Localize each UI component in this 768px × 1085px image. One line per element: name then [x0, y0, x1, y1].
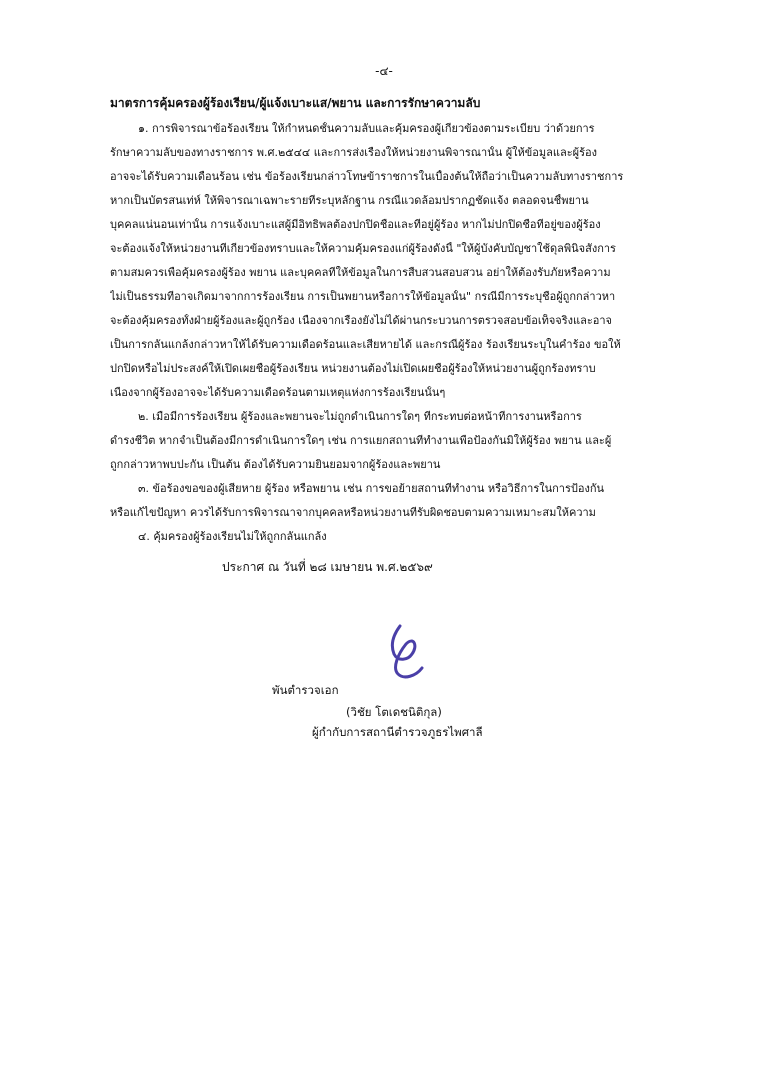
body-line: หรือแก้ไขปัญหา ควรได้รับการพิจารณาจากบุคคลหรือหน่วยงานที่รับผิดชอบตามความเหมาะสมให้ความ — [110, 506, 596, 519]
body-line: เป็นการกลั่นแกล้งกล่าวหาให้ได้รับความเดือดร้อนและเสียหายได้ และกรณีผู้ร้อง ร้องเรียนระบุในคำร้อง ขอให้ — [110, 338, 621, 351]
body-line: รักษาความลับของทางราชการ พ.ศ.๒๕๔๔ และการส่งเรื่องให้หน่วยงานพิจารณานั้น ผู้ให้ข้อมูลและผู้ร้อง — [110, 146, 597, 159]
announcement-date: ประกาศ ณ วันที่ ๒๘ เมษายน พ.ศ.๒๕๖๙ — [222, 560, 433, 574]
body-line: ไม่เป็นธรรมที่อาจเกิดมาจากการร้องเรียน การเป็นพยานหรือการให้ข้อมูลนั้น" กรณีมีการระบุชื่อผู้ถูกกล่าวหา — [110, 290, 616, 303]
signer-position: ผู้กำกับการสถานีตำรวจภูธรไพศาลี — [312, 725, 483, 739]
body-line: จะต้องคุ้มครองทั้งฝ่ายผู้ร้องและผู้ถูกร้อง เนื่องจากเรื่องยังไม่ได้ผ่านกระบวนการตรวจสอบข้อเท็จจริงและอาจ — [110, 314, 612, 327]
body-line: บุคคลแน่นอนเท่านั้น การแจ้งเบาะแสผู้มีอิทธิพลต้องปกปิดชื่อและที่อยู่ผู้ร้อง หากไม่ปกปิดชื่อที่อยู่ของผู้ร้อง — [110, 218, 601, 231]
handwritten-signature — [386, 624, 426, 682]
body-line: ดำรงชีวิต หากจำเป็นต้องมีการดำเนินการใดๆ เช่น การแยกสถานที่ทำงานเพื่อป้องกันมิให้ผู้ร้อง พยาน และผู้ — [110, 434, 612, 447]
body-line: ๓. ข้อร้องขอของผู้เสียหาย ผู้ร้อง หรือพยาน เช่น การขอย้ายสถานที่ทำงาน หรือวิธีการในการป้องกัน — [138, 482, 605, 495]
body-line: อาจจะได้รับความเดือนร้อน เช่น ข้อร้องเรียนกล่าวโทษข้าราชการในเบื้องต้นให้ถือว่าเป็นความลับทางราชการ — [110, 170, 624, 183]
body-line: หากเป็นบัตรสนเท่ห์ ให้พิจารณาเฉพาะรายที่ระบุหลักฐาน กรณีแวดล้อมปรากฏชัดแจ้ง ตลอดจนชี้พยาน — [110, 194, 589, 207]
signer-name: (วิชัย โตเดชนิติกุล) — [346, 705, 442, 719]
body-line: ๔. คุ้มครองผู้ร้องเรียนไม่ให้ถูกกลั่นแกล้ง — [138, 530, 327, 543]
signer-rank: พันตำรวจเอก — [272, 683, 339, 697]
body-line: ๒. เมื่อมีการร้องเรียน ผู้ร้องและพยานจะไม่ถูกดำเนินการใดๆ ที่กระทบต่อหน้าที่การงานหรือการ — [138, 410, 582, 423]
body-line: ปกปิดหรือไม่ประสงค์ให้เปิดเผยชื่อผู้ร้องเรียน หน่วยงานต้องไม่เปิดเผยชื่อผู้ร้องให้หน่วยงานผู้ถูกร้องทราบ — [110, 362, 596, 375]
body-line: ๑. การพิจารณาข้อร้องเรียน ให้กำหนดชั้นความลับและคุ้มครองผู้เกี่ยวข้องตามระเบียบ ว่าด้วยการ — [138, 122, 595, 135]
page-number: -๔- — [375, 64, 393, 78]
body-line: เนื่องจากผู้ร้องอาจจะได้รับความเดือดร้อนตามเหตุแห่งการร้องเรียนนั้นๆ — [110, 386, 446, 399]
body-line: ตามสมควรเพื่อคุ้มครองผู้ร้อง พยาน และบุคคลที่ให้ข้อมูลในการสืบสวนสอบสวน อย่าให้ต้องรับภัยหรือความ — [110, 266, 611, 279]
body-line: จะต้องแจ้งให้หน่วยงานที่เกี่ยวข้องทราบและให้ความคุ้มครองแก่ผู้ร้องดังนี้ "ให้ผู้บังคับบัญชาใช้ดุลพินิจสั่งการ — [110, 242, 616, 255]
section-heading: มาตรการคุ้มครองผู้ร้องเรียน/ผู้แจ้งเบาะแส/พยาน และการรักษาความลับ — [110, 96, 481, 110]
body-line: ถูกกล่าวหาพบปะกัน เป็นต้น ต้องได้รับความยินยอมจากผู้ร้องและพยาน — [110, 458, 441, 471]
